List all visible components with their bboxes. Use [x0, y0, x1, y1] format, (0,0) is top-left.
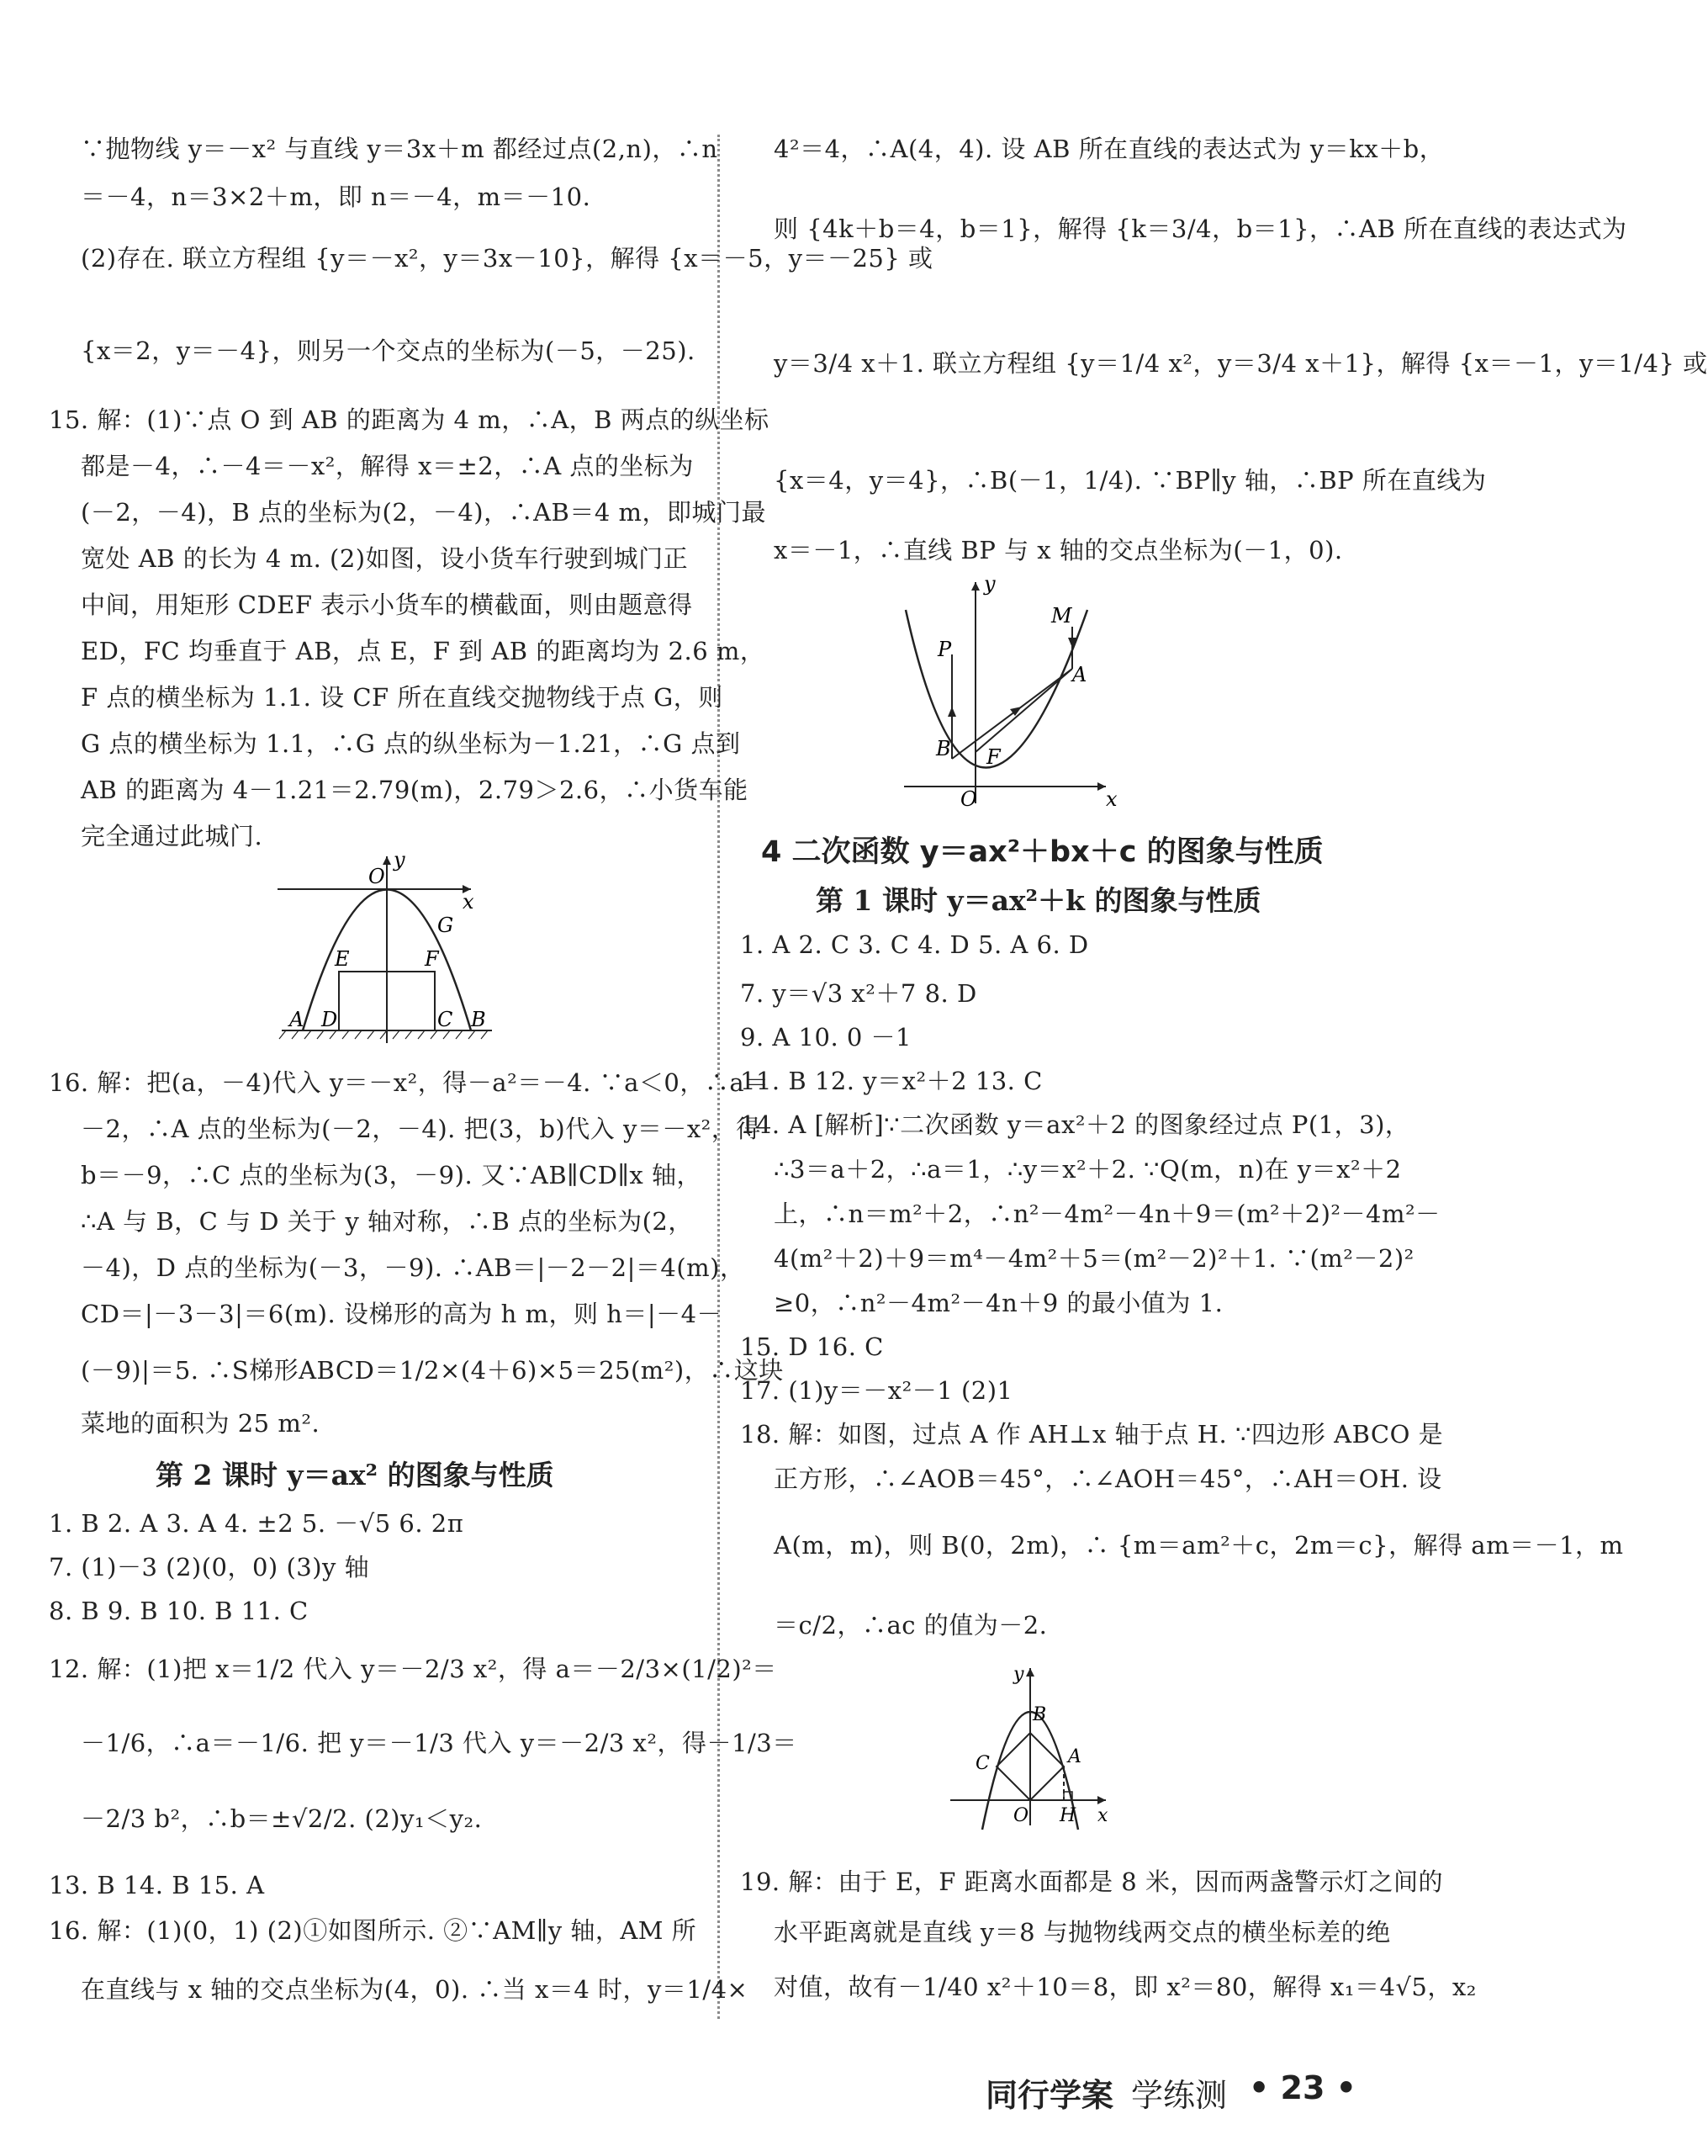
- text-line: CD＝|－3－3|＝6(m). 设梯形的高为 h m，则 h＝|－4－: [81, 1300, 722, 1328]
- text-line: 上，∴n＝m²＋2，∴n²－4m²－4n＋9＝(m²＋2)²－4m²－: [774, 1200, 1441, 1228]
- label-B: B: [471, 1008, 486, 1031]
- text-line: 16. 解：(1)(0，1) (2)①如图所示. ②∵AM∥y 轴，AM 所: [49, 1916, 697, 1945]
- text-line: 完全通过此城门.: [81, 822, 263, 850]
- label-B: B: [1033, 1704, 1047, 1725]
- footer-series: 学练测: [1131, 2077, 1228, 2114]
- label-A: A: [1068, 1746, 1081, 1767]
- answer-line: 7. y＝√3 x²＋7 8. D: [740, 979, 977, 1008]
- text-line: ＝c/2，∴ac 的值为－2.: [774, 1611, 1048, 1640]
- answer-line: 17. (1)y＝－x²－1 (2)1: [740, 1376, 1013, 1405]
- text-line: ED，FC 均垂直于 AB，点 E，F 到 AB 的距离均为 2.6 m，: [81, 637, 765, 665]
- text-line: 菜地的面积为 25 m².: [81, 1409, 320, 1438]
- label-E: E: [335, 947, 350, 971]
- text-line: ≥0，∴n²－4m²－4n＋9 的最小值为 1.: [774, 1289, 1224, 1317]
- lesson-2-title: 第 2 课时 y＝ax² 的图象与性质: [156, 1459, 554, 1491]
- text-line: 15. 解：(1)∵点 O 到 AB 的距离为 4 m，∴A，B 两点的纵坐标: [49, 405, 769, 434]
- text-line: －4)，D 点的坐标为(－3，－9). ∴AB＝|－2－2|＝4(m)，: [81, 1253, 745, 1282]
- text-line: AB 的距离为 4－1.21＝2.79(m)，2.79＞2.6，∴小货车能: [81, 776, 748, 804]
- page-number: • 23 •: [1249, 2069, 1356, 2106]
- label-B: B: [936, 737, 951, 760]
- label-F: F: [425, 947, 439, 971]
- text-line: 都是－4，∴－4＝－x²，解得 x＝±2，∴A 点的坐标为: [81, 452, 694, 480]
- text-line: ∴A 与 B，C 与 D 关于 y 轴对称，∴B 点的坐标为(2，: [81, 1207, 693, 1236]
- label-P: P: [938, 638, 952, 661]
- label-G: G: [437, 914, 454, 937]
- answer-line: 15. D 16. C: [740, 1332, 884, 1361]
- text-line: (－2，－4)，B 点的坐标为(2，－4)，∴AB＝4 m，即城门最: [81, 498, 767, 527]
- text-line: x＝－1，∴直线 BP 与 x 轴的交点坐标为(－1，0).: [774, 536, 1343, 564]
- text-line: A(m，m)，则 B(0，2m)，∴ {m＝am²＋c，2m＝c}，解得 am＝－1，m: [774, 1531, 1624, 1560]
- text-line: ∴3＝a＋2，∴a＝1，∴y＝x²＋2. ∵Q(m，n)在 y＝x²＋2: [774, 1155, 1402, 1184]
- text-line: 4(m²＋2)＋9＝m⁴－4m²＋5＝(m²－2)²＋1. ∵(m²－2)²: [774, 1244, 1415, 1273]
- text-line: 19. 解：由于 E，F 距离水面都是 8 米，因而两盏警示灯之间的: [740, 1867, 1443, 1896]
- label-x: x: [463, 890, 474, 914]
- square-parabola-figure: [950, 1661, 1118, 1830]
- label-x: x: [1106, 787, 1118, 811]
- label-D: D: [321, 1008, 338, 1031]
- text-line: 中间，用矩形 CDEF 表示小货车的横截面，则由题意得: [81, 591, 693, 619]
- answer-line: 13. B 14. B 15. A: [49, 1871, 265, 1899]
- text-line: －2/3 b²，∴b＝±√2/2. (2)y₁＜y₂.: [81, 1804, 483, 1833]
- text-line: G 点的横坐标为 1.1，∴G 点的纵坐标为－1.21，∴G 点到: [81, 729, 741, 758]
- answer-line: 9. A 10. 0 －1: [740, 1023, 912, 1052]
- label-C: C: [437, 1008, 453, 1031]
- text-line: y＝3/4 x＋1. 联立方程组 {y＝1/4 x²，y＝3/4 x＋1}，解得 {x＝－1，y＝1/4} 或: [774, 349, 1708, 378]
- label-y: y: [394, 848, 405, 871]
- text-line: (2)存在. 联立方程组 {y＝－x²，y＝3x－10}，解得 {x＝－5，y＝－25} 或: [81, 244, 933, 273]
- text-line: (－9)|＝5. ∴S梯形ABCD＝1/2×(4＋6)×5＝25(m²)，∴这块: [81, 1356, 784, 1385]
- answer-line: 1. A 2. C 3. C 4. D 5. A 6. D: [740, 930, 1089, 959]
- answer-line: 7. (1)－3 (2)(0，0) (3)y 轴: [49, 1553, 370, 1581]
- text-line: ∵抛物线 y＝－x² 与直线 y＝3x＋m 都经过点(2,n)，∴n: [81, 135, 718, 163]
- label-M: M: [1051, 604, 1072, 628]
- lesson-1-title: 第 1 课时 y＝ax²＋k 的图象与性质: [816, 884, 1261, 917]
- text-line: －2，∴A 点的坐标为(－2，－4). 把(3，b)代入 y＝－x²，得: [81, 1115, 761, 1143]
- answer-line: 8. B 9. B 10. B 11. C: [49, 1597, 309, 1625]
- answer-line: 11. B 12. y＝x²＋2 13. C: [740, 1067, 1043, 1095]
- text-line: 14. A [解析]∵二次函数 y＝ax²＋2 的图象经过点 P(1，3)，: [740, 1110, 1410, 1139]
- label-O: O: [368, 865, 385, 888]
- city-gate-parabola-figure: [278, 850, 513, 1052]
- text-line: 18. 解：如图，过点 A 作 AH⊥x 轴于点 H. ∵四边形 ABCO 是: [740, 1420, 1444, 1449]
- text-line: {x＝4，y＝4}，∴B(－1，1/4). ∵BP∥y 轴，∴BP 所在直线为: [774, 466, 1487, 495]
- text-line: 4²＝4，∴A(4，4). 设 AB 所在直线的表达式为 y＝kx＋b，: [774, 135, 1445, 163]
- label-A: A: [289, 1008, 304, 1031]
- text-line: 12. 解：(1)把 x＝1/2 代入 y＝－2/3 x²，得 a＝－2/3×(1/2)²＝: [49, 1655, 777, 1683]
- label-O: O: [960, 787, 977, 811]
- text-line: 则 {4k＋b＝4，b＝1}，解得 {k＝3/4，b＝1}，∴AB 所在直线的表达式为: [774, 215, 1627, 243]
- text-line: F 点的横坐标为 1.1. 设 CF 所在直线交抛物线于点 G，则: [81, 683, 723, 712]
- text-line: 16. 解：把(a，－4)代入 y＝－x²，得－a²＝－4. ∵a＜0，∴a＝: [49, 1068, 769, 1097]
- footer-brand: 同行学案: [986, 2077, 1114, 2114]
- text-line: {x＝2，y＝－4}，则另一个交点的坐标为(－5，－25).: [81, 336, 695, 365]
- text-line: 在直线与 x 轴的交点坐标为(4，0). ∴当 x＝4 时，y＝1/4×: [81, 1975, 748, 2004]
- section-4-title: 4 二次函数 y＝ax²＋bx＋c 的图象与性质: [761, 835, 1324, 869]
- label-x: x: [1097, 1805, 1108, 1826]
- label-C: C: [976, 1753, 990, 1774]
- text-line: ＝－4，n＝3×2＋m，即 n＝－4，m＝－10.: [81, 183, 591, 211]
- parabola-bp-am-figure: [904, 572, 1148, 811]
- text-line: 对值，故有－1/40 x²＋10＝8，即 x²＝80，解得 x₁＝4√5，x₂: [774, 1973, 1477, 2001]
- text-line: b＝－9，∴C 点的坐标为(3，－9). 又∵AB∥CD∥x 轴，: [81, 1161, 701, 1189]
- label-O: O: [1013, 1805, 1029, 1826]
- text-line: －1/6，∴a＝－1/6. 把 y＝－1/3 代入 y＝－2/3 x²，得－1/3＝: [81, 1729, 797, 1757]
- text-line: 宽处 AB 的长为 4 m. (2)如图，设小货车行驶到城门正: [81, 544, 689, 573]
- label-y: y: [1013, 1664, 1024, 1685]
- answer-line: 1. B 2. A 3. A 4. ±2 5. －√5 6. 2π: [49, 1509, 464, 1538]
- text-line: 水平距离就是直线 y＝8 与抛物线两交点的横坐标差的绝: [774, 1918, 1391, 1947]
- label-F: F: [986, 745, 1001, 769]
- label-A: A: [1072, 663, 1087, 686]
- text-line: 正方形，∴∠AOB＝45°，∴∠AOH＝45°，∴AH＝OH. 设: [774, 1465, 1442, 1493]
- label-y: y: [984, 572, 996, 596]
- label-H: H: [1060, 1805, 1076, 1826]
